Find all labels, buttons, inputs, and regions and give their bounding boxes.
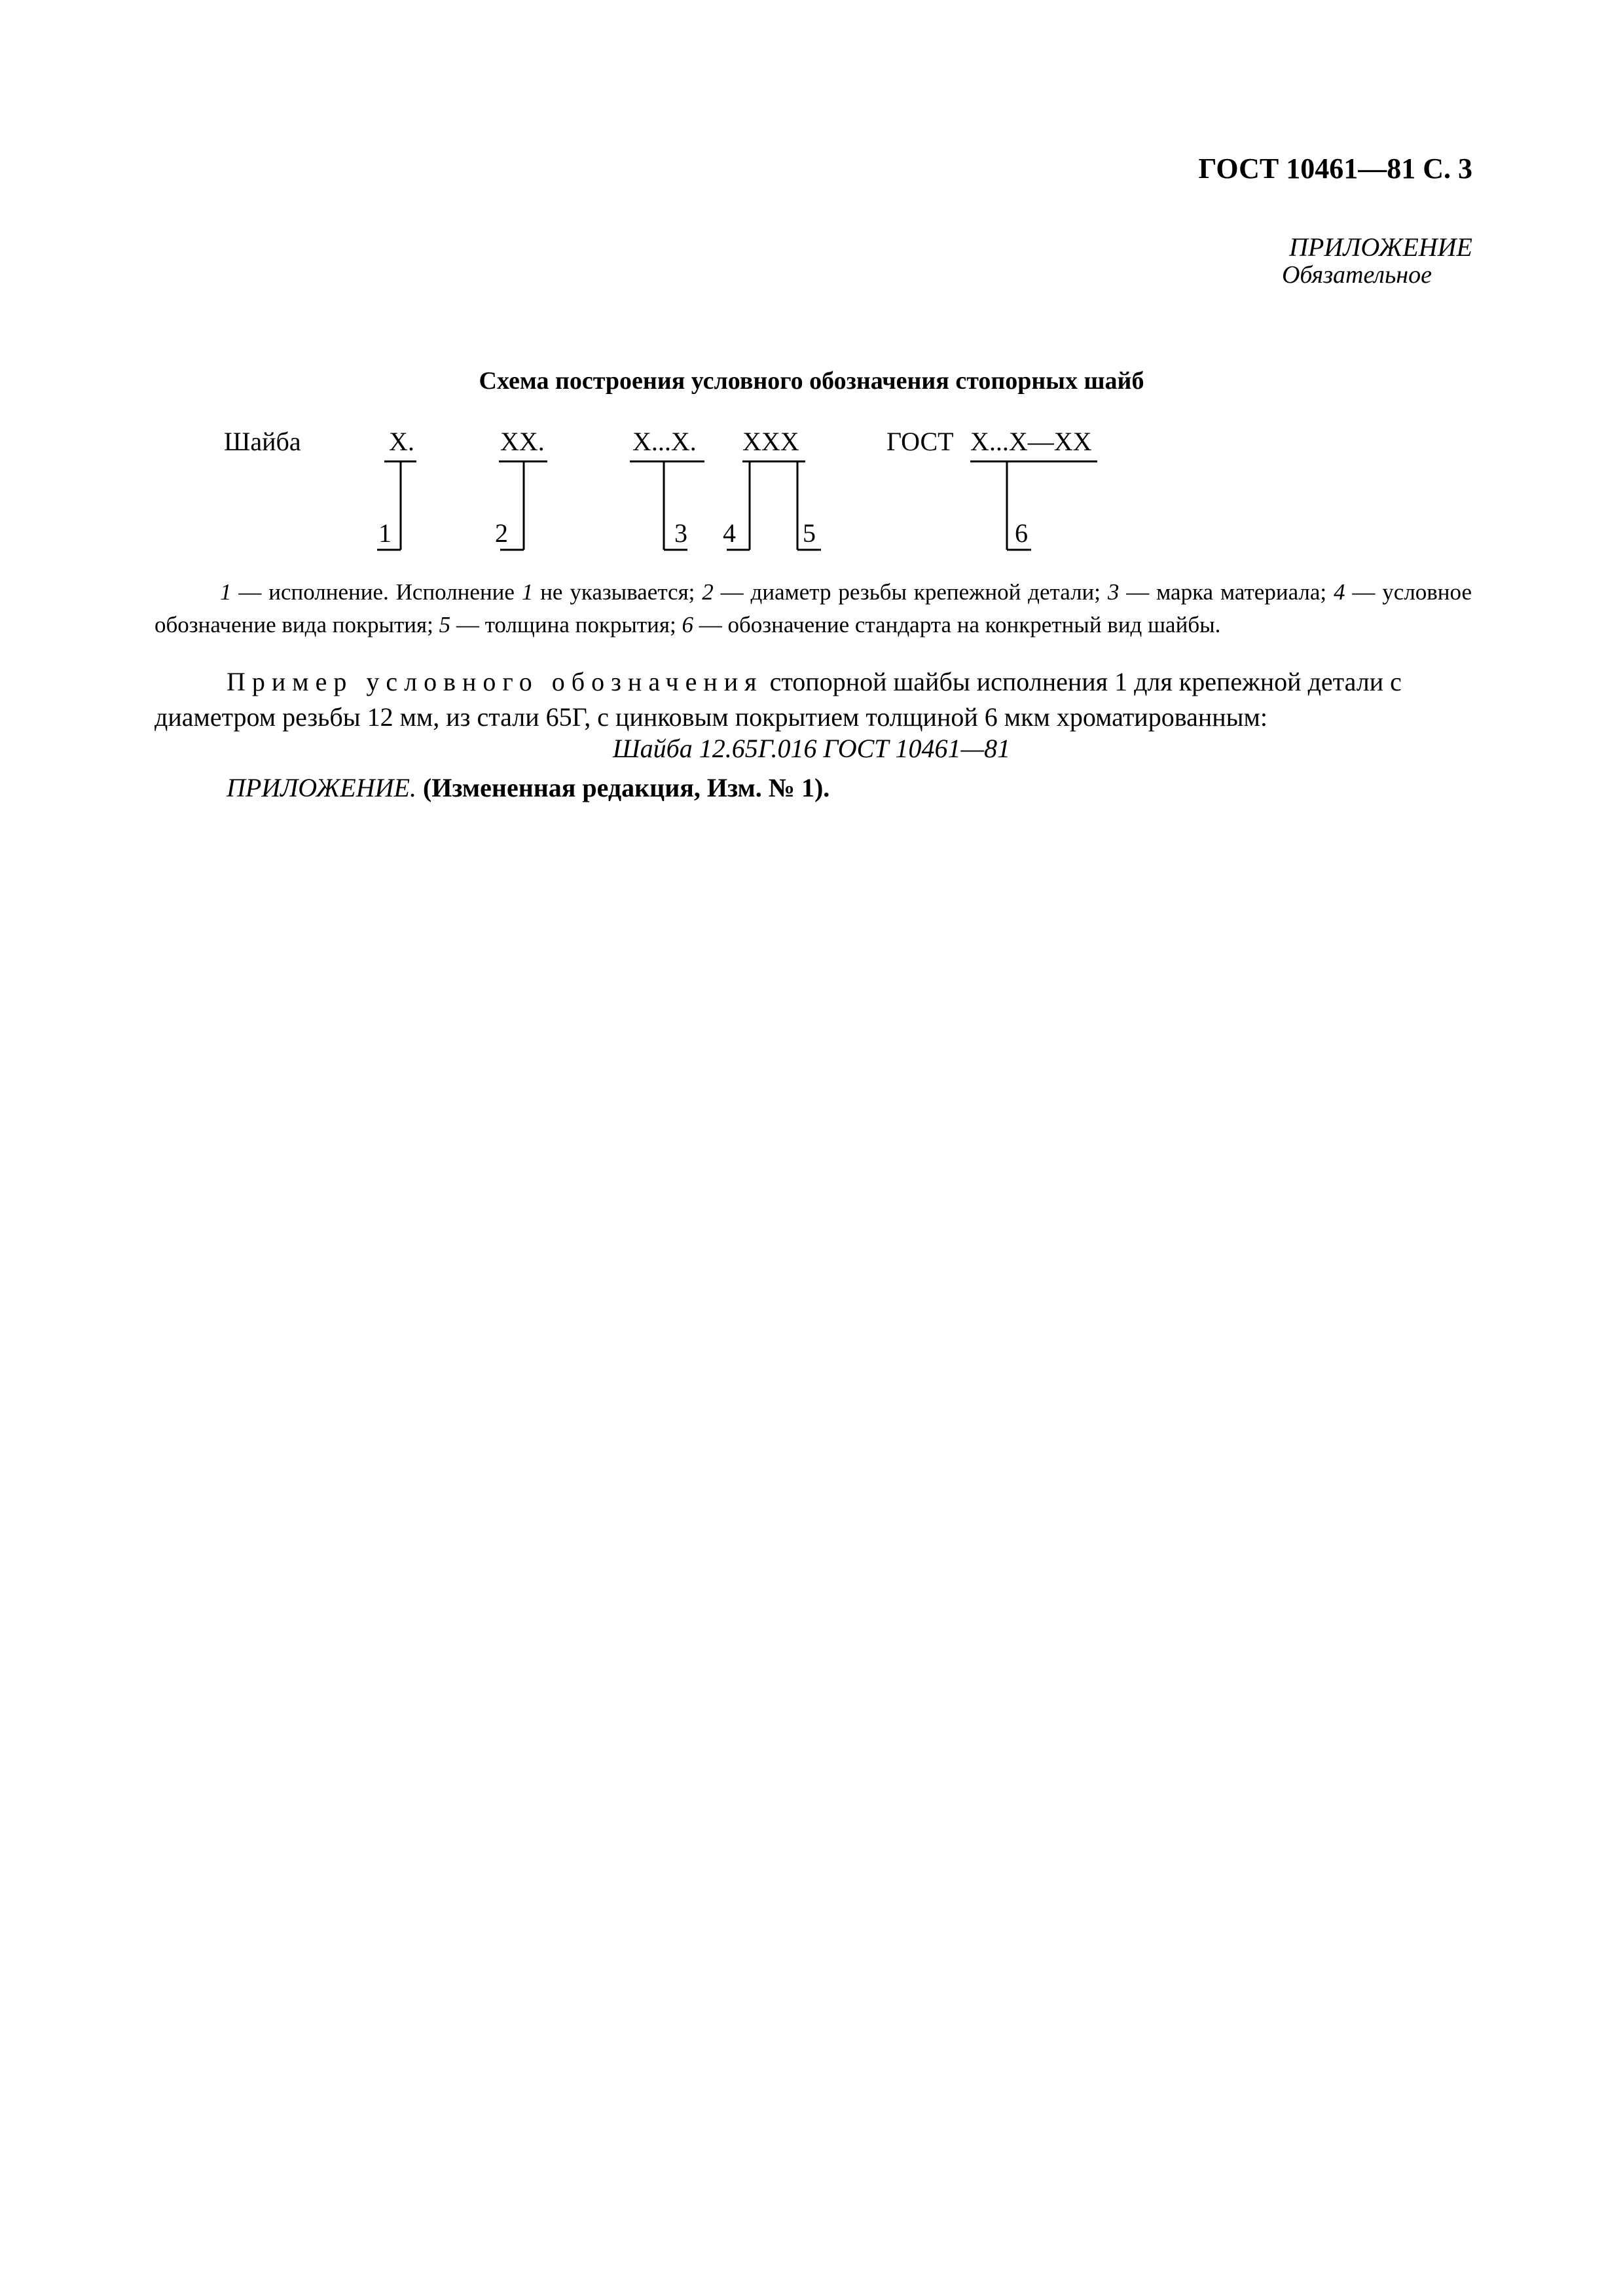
scheme-number-5: 5	[803, 518, 816, 548]
scheme-number-2: 2	[495, 518, 508, 548]
legend-num-3: 3	[1107, 579, 1120, 605]
example-lead: Пример условного обозначения	[227, 667, 763, 696]
appendix-status: Обязательное	[1281, 261, 1432, 289]
scheme-field-2: ХХ.	[500, 427, 545, 456]
scheme-leader-lines	[377, 461, 1097, 550]
example-text: стопорной шайбы исполнения 1 для крепежной детали с диаметром резьбы 12 мм, из стали 65Г, с цинковым покрытием толщиной 6 мкм хроматированным:	[155, 667, 1402, 732]
legend-num-5: 5	[439, 612, 451, 637]
legend-num-6: 6	[682, 612, 693, 637]
example-designation: Шайба 12.65Г.016 ГОСТ 10461—81	[612, 734, 1011, 763]
legend-num-1b: 1	[521, 579, 534, 605]
appendix-label: ПРИЛОЖЕНИЕ	[1289, 232, 1472, 262]
revision-note-label: ПРИЛОЖЕНИЕ.	[227, 773, 416, 802]
scheme-field-1: Х.	[389, 427, 414, 456]
scheme-title: Схема построения условного обозначения стопорных шайб	[479, 367, 1144, 395]
scheme-word: Шайба	[224, 427, 301, 456]
scheme-field-45: ХХХ	[742, 427, 799, 456]
scheme-gost-word: ГОСТ	[886, 427, 954, 456]
legend-text-5: — толщина покрытия;	[450, 612, 682, 637]
legend-text-3: — марка материала;	[1119, 579, 1334, 605]
legend-text-1b: не указывается;	[533, 579, 702, 605]
legend-text-6: — обозначение стандарта на конкретный вид шайбы.	[693, 612, 1221, 637]
legend-num-2: 2	[702, 579, 714, 605]
legend-text-4: — условное обозначение вида покрытия;	[155, 579, 1472, 637]
scheme-number-6: 6	[1015, 518, 1028, 548]
example-paragraph	[155, 664, 1472, 735]
legend-text-2: — диаметр резьбы крепежной детали;	[713, 579, 1108, 605]
scheme-number-4: 4	[723, 518, 736, 548]
legend-text-1: — исполнение. Исполнение	[231, 579, 522, 605]
scheme-number-1: 1	[378, 518, 392, 548]
revision-note	[227, 772, 830, 803]
scheme-field-3: Х...Х.	[632, 427, 697, 456]
legend-num-1: 1	[220, 579, 232, 605]
legend-num-4: 4	[1334, 579, 1345, 605]
scheme-number-3: 3	[674, 518, 687, 548]
revision-note-text: (Измененная редакция, Изм. № 1).	[416, 773, 830, 802]
scheme-legend	[155, 576, 1472, 641]
scheme-field-6: Х...Х—ХХ	[970, 427, 1092, 456]
page-header: ГОСТ 10461—81 С. 3	[1198, 152, 1472, 185]
